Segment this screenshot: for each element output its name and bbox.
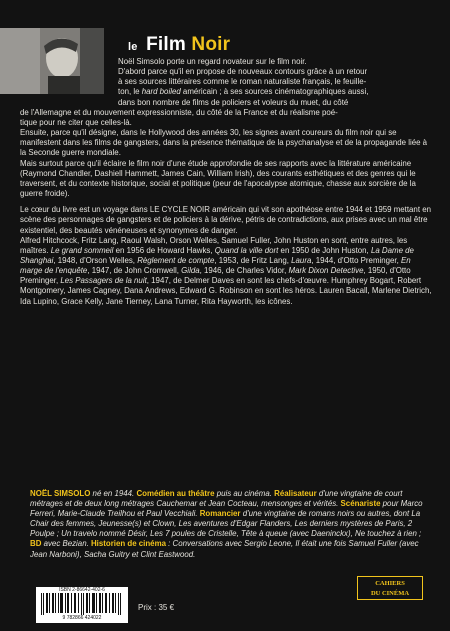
synopsis-p3: Ensuite, parce qu'il désigne, dans le Hollywood des années 30, les signes avant coureurs du film noir qui se manifestent dans les films de gangsters, dans la présence thématique de la psychanalyse et de la propagande liée à la Seconde guerre mondiale. bbox=[20, 128, 428, 158]
logo-line1: CAHIERS bbox=[375, 580, 405, 587]
synopsis-p2c: ton, le hard boiled américain ; à ses sources cinématographiques aussi, bbox=[118, 87, 369, 97]
author-name: NOËL SIMSOLO bbox=[30, 489, 91, 498]
synopsis-p5: Le cœur du livre est un voyage dans LE CYCLE NOIR américain qui vit son apothéose entre 1944 et 1959 mettant en scène des personnages de gangsters et de policiers à la dérive, pétris de contradictions, aux prises avec un mal être existentiel, des beautés vénéneuses et synonymes de danger. bbox=[20, 205, 431, 235]
author-bio: NOËL SIMSOLO né en 1944. Comédien au théâtre puis au cinéma. Réalisateur d'une vingtaine de court métrages et de deux long métrages Cauchemar et Jean Cocteau, mensonges et vérités. Scénariste pour Marco Ferreri, Marie-Claude Treilhou et Paul Vecchiali. Romancier d'une vingtaine de romans noirs ou autres, dont La Chair des femmes, Jeunesse(s) et Clown, Les aventures d'Edgar Flanders, Les derniers mystères de Paris, 2 Poulpe ; Un travelo nommé Désir, Les 7 poules de Cristelle, Tête à queue (avec Daeninckx), Ne touchez à rien ; BD avec Bezian. Historien de cinéma : Conversations avec Sergio Leone, Il était une fois Samuel Fuller (avec Jean Narboni), Sacha Guitry et Clint Eastwood. bbox=[30, 489, 423, 559]
synopsis-p2a: D'abord parce qu'il en propose de nouveaux contours grâce à un retour bbox=[118, 67, 368, 77]
synopsis-p2d: dans bon nombre de films de policiers et voleurs du muet, du côté bbox=[118, 97, 349, 107]
price-label: Prix : 35 € bbox=[138, 603, 175, 612]
synopsis-p2e: de l'Allemagne et du mouvement expressionniste, du côté de la France et du réalisme poé- bbox=[20, 107, 338, 117]
title-prefix: le bbox=[128, 41, 138, 53]
barcode-icon bbox=[40, 593, 124, 615]
isbn-text: ISBN 2-86642-402-6 bbox=[59, 587, 105, 593]
synopsis bbox=[20, 57, 432, 307]
book-title bbox=[128, 34, 230, 56]
synopsis-p1: Noël Simsolo porte un regard novateur sur le film noir. bbox=[118, 57, 307, 66]
publisher-logo bbox=[357, 576, 423, 600]
synopsis-p2f: tique pour ne citer que celles-là. bbox=[20, 117, 132, 127]
title-main: Film bbox=[146, 34, 186, 55]
synopsis-p4: Mais surtout parce qu'il éclaire le film noir d'une étude approfondie de ses rapports avec la littérature américaine (Raymond Chandler, Dashiell Hammett, James Cain, William Irish), des courants esthétiques et des genres qui le traversent, et du contexte historique, social et politique (peur de l'apocalypse atomique, chasse aux sorcière de la guerre froide). bbox=[20, 158, 416, 199]
logo-line2: DU CINÉMA bbox=[370, 590, 410, 597]
barcode-digits: 9 782866 424022 bbox=[62, 615, 102, 621]
synopsis-p6: Alfred Hitchcock, Fritz Lang, Raoul Walsh, Orson Welles, Samuel Fuller, John Huston en sont, entre autres, les maîtres. Le grand sommeil en 1956 de Howard Hawks, Quand la ville dort en 1950 de John Huston, La Dame de Shanghai, 1948, d'Orson Welles, Règlement de compte, 1953, de Fritz Lang, Laura, 1944, d'Otto Preminger, En marge de l'enquête, 1947, de John Cromwell, Gilda, 1946, de Charles Vidor, Mark Dixon Detective, 1950, d'Otto Preminger, Les Passagers de la nuit, 1947, de Delmer Daves en sont les chefs-d'œuvre. Humphrey Bogart, Robert Montgomery, James Cagney, Dana Andrews, Edward G. Robinson en sont les héros. Lauren Bacall, Marlene Dietrich, Ida Lupino, Grace Kelly, Jane Tierney, Lana Turner, Rita Hayworth, les icônes. bbox=[20, 235, 432, 306]
title-accent: Noir bbox=[191, 34, 231, 55]
isbn-barcode bbox=[36, 587, 128, 623]
synopsis-p2b: à ses sources littéraires comme le roman naturaliste français, le feuille- bbox=[118, 77, 367, 87]
